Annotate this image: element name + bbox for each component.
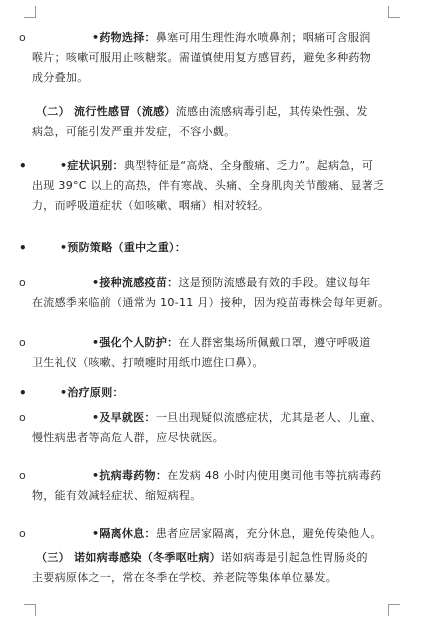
prevention-paragraph (32, 238, 394, 258)
norovirus-section-text-1: 诺如病毒是引起急性胃肠炎的 (220, 551, 368, 564)
early-care-text-2: 慢性病患者等高危人群，应尽快就医。 (32, 431, 225, 444)
bullet-circle: o (19, 276, 26, 289)
symptoms-text-2: 出现 39°C 以上的高热，伴有寒战、头痛、全身肌肉关节酸痛、显著乏 (32, 179, 385, 192)
norovirus-section-heading: （三） 诺如病毒感染（冬季呕吐病） (36, 551, 221, 564)
vaccine-text-1: 这是预防流感最有效的手段。建议每年 (178, 276, 371, 289)
bullet-dot: • (19, 241, 27, 255)
norovirus-section-text-2: 主要病原体之一，常在冬季在学校、养老院等集体单位暴发。 (32, 571, 338, 584)
medication-text-1: 鼻塞可用生理性海水喷鼻剂；咽痛可含服润 (155, 31, 371, 44)
crop-mark-bottom-right (388, 604, 400, 616)
norovirus-section (32, 548, 394, 588)
vaccine-text-2: 在流感季来临前（通常为 10-11 月）接种，因为疫苗毒株会每年更新。 (32, 296, 390, 309)
early-care-heading: •及早就医： (92, 411, 156, 424)
crop-mark-top-left (24, 6, 36, 18)
vaccine-paragraph (32, 273, 394, 313)
symptoms-text-1: 典型特征是“高烧、全身酸痛、乏力”。起病急，可 (123, 159, 374, 172)
influenza-section (32, 102, 394, 142)
medication-text-3: 成分叠加。 (32, 71, 89, 84)
early-care-paragraph (32, 408, 394, 448)
symptoms-paragraph (32, 156, 394, 216)
isolation-text-1: 患者应居家隔离，充分休息，避免传染他人。 (155, 527, 382, 540)
medication-text-2: 喉片；咳嗽可服用止咳糖浆。需谨慎使用复方感冒药，避免多种药物 (32, 51, 371, 64)
symptoms-text-3: 力，而呼吸道症状（如咳嗽、咽痛）相对较轻。 (32, 199, 270, 212)
antiviral-paragraph (32, 466, 394, 506)
vaccine-heading: •接种流感疫苗： (92, 276, 179, 289)
influenza-section-heading: （二） 流行性感冒（流感） (36, 105, 176, 118)
bullet-dot: • (19, 159, 27, 173)
antiviral-text-1: 在发病 48 小时内使用奥司他韦等抗病毒药 (167, 469, 382, 482)
medication-heading: •药物选择： (92, 31, 156, 44)
bullet-circle: o (19, 31, 26, 44)
protection-text-2: 卫生礼仪（咳嗽、打喷嚏时用纸巾遮住口鼻）。 (32, 356, 264, 369)
bullet-circle: o (19, 411, 26, 424)
bullet-circle: o (19, 469, 26, 482)
prevention-heading: •预防策略（重中之重）： (60, 241, 187, 254)
protection-heading: •强化个人防护： (92, 336, 179, 349)
isolation-heading: •隔离休息： (92, 527, 156, 540)
crop-mark-bottom-left (24, 604, 36, 616)
treatment-heading: •治疗原则： (60, 386, 124, 399)
protection-paragraph (32, 333, 394, 373)
treatment-paragraph (32, 383, 394, 403)
antiviral-text-2: 物，能有效减轻症状、缩短病程。 (32, 489, 202, 502)
influenza-section-text-1: 流感由流感病毒引起，其传染性强、发 (175, 105, 368, 118)
isolation-paragraph (32, 524, 394, 544)
influenza-section-text-2: 病急，可能引发严重并发症，不容小觑。 (32, 125, 236, 138)
crop-mark-top-right (388, 6, 400, 18)
bullet-dot: • (19, 386, 27, 400)
bullet-circle: o (19, 527, 26, 540)
protection-text-1: 在人群密集场所佩戴口罩，遵守呼吸道 (178, 336, 371, 349)
early-care-text-1: 一旦出现疑似流感症状，尤其是老人、儿童、 (155, 411, 382, 424)
antiviral-heading: •抗病毒药物： (92, 469, 168, 482)
bullet-circle: o (19, 336, 26, 349)
medication-paragraph (32, 28, 394, 88)
symptoms-heading: •症状识别： (60, 159, 124, 172)
